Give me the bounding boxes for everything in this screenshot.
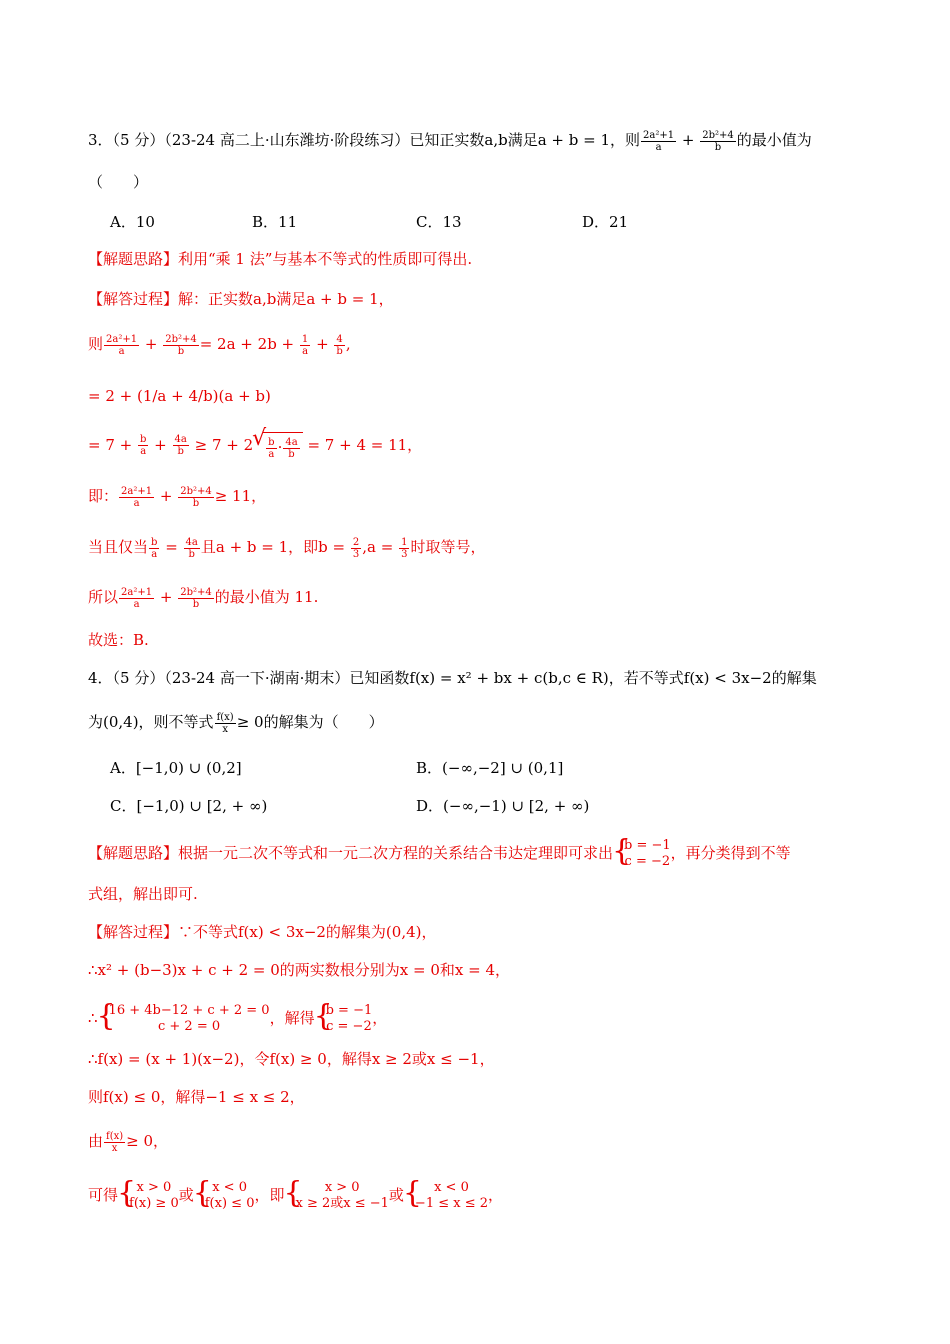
q3-frac1: $\frac{\text{2a²+1}}{a}$ [643,129,675,153]
q4-p4: ∴f(x) = (x + 1)(x−2)，令f(x) ≥ 0，解得x ≥ 2或x ≤ −1， [88,1050,495,1068]
q3-stem-text: 3．（5 分）（23-24 高二上·山东潍坊·阶段练习）已知正实数a,b满足a + b = 1，则 [88,131,641,149]
q4-stem-line2: 为(0,4)，则不等式 $\frac{f(x)}{x}$ ≥ 0的解集为（ ） [88,711,384,735]
q4-option-c: C．[−1,0) ∪ [2, + ∞) [110,797,268,815]
q4-p1: 【解答过程】∵不等式f(x) < 3x−2的解集为(0,4)， [88,923,437,941]
q4-p3: ∴ { 16 + 4b−12 + c + 2 = 0 c + 2 = 0 ，解得 { b = −1 c = −2 ， [88,1003,870,1035]
q3-options [110,210,870,234]
q3-step5: 当且仅当 $\frac{b}{a}$ = $\frac{4a}{b}$ 且a + b = 1，即b = $\frac{2}{3}$ ,a = $\frac{1}{3}$ 时取等号， [88,536,486,560]
q4-p6: 由 $\frac{f(x)}{x}$ ≥ 0， [88,1130,169,1154]
q4-p7: 可得 { x > 0 f(x) ≥ 0 或 { x < 0 f(x) ≤ 0 ，即 { x > 0 x ≥ 2或x ≤ −1 或 { x < 0 −1 ≤ x ≤ 2 ， [88,1180,870,1212]
q4-stem-line1: 4．（5 分）（23-24 高一下·湖南·期末）已知函数f(x) = x² + bx + c(b,c ∈ R)，若不等式f(x) < 3x−2的解集 [88,669,817,687]
q3-frac2: $\frac{\text{2b²+4}}{b}$ [702,129,734,153]
q3-process-head: 【解答过程】解：正实数a,b满足a + b = 1， [88,290,394,308]
q3-step1: 则 $\frac{\text{2a²+1}}{a}$ + $\frac{\text{2b²+4}}{b}$ = 2a + 2b + $\frac{1}{a}$ + $\frac{4}{b}$ , [88,333,351,357]
q4-option-a: A．[−1,0) ∪ (0,2] [110,759,242,777]
q3-step6: 所以 $\frac{\text{2a²+1}}{a}$ + $\frac{\text{2b²+4}}{b}$ 的最小值为 11. [88,586,319,610]
q3-stem: 3．（5 分）（23-24 高二上·山东潍坊·阶段练习）已知正实数a,b满足a + b = 1，则 $\frac{\text{2a²+1}}{a}$ + $\frac{\text{2b²+4}}{b}$ 的最小值为 [88,129,812,153]
q4-p5: 则f(x) ≤ 0，解得−1 ≤ x ≤ 2， [88,1088,305,1106]
q3-idea: 【解题思路】利用“乘 1 法”与基本不等式的性质即可得出. [88,250,473,268]
q3-answer: 故选：B. [88,631,149,649]
q3-step2: = 2 + (1/a + 4/b)(a + b) [88,387,271,405]
q3-option-a: A．10 [110,213,155,231]
q3-option-c: C．13 [416,213,462,231]
q4-idea: 【解题思路】根据一元二次不等式和一元二次方程的关系结合韦达定理即可求出 { b = −1 c = −2 ，再分类得到不等 [88,838,870,870]
q4-options [110,756,810,816]
q3-option-b: B．11 [252,213,298,231]
q3-step3: = 7 + $\frac{b}{a}$ + $\frac{4a}{b}$ ≥ 7 + 2 √ $\frac{b}{a}$ · $\frac{4a}{b}$ = 7 + 4 = 11， [88,432,870,460]
q3-paren: （ ） [88,173,149,191]
q3-option-d: D．21 [582,213,629,231]
q4-option-d: D．(−∞,−1) ∪ [2, + ∞) [416,797,590,815]
q3-step4: 即： $\frac{\text{2a²+1}}{a}$ + $\frac{\text{2b²+4}}{b}$ ≥ 11， [88,485,267,509]
q4-p2: ∴x² + (b−3)x + c + 2 = 0的两实数根分别为x = 0和x = 4， [88,961,511,979]
q4-option-b: B．(−∞,−2] ∪ (0,1] [416,759,564,777]
q4-idea-line2: 式组，解出即可. [88,885,198,903]
